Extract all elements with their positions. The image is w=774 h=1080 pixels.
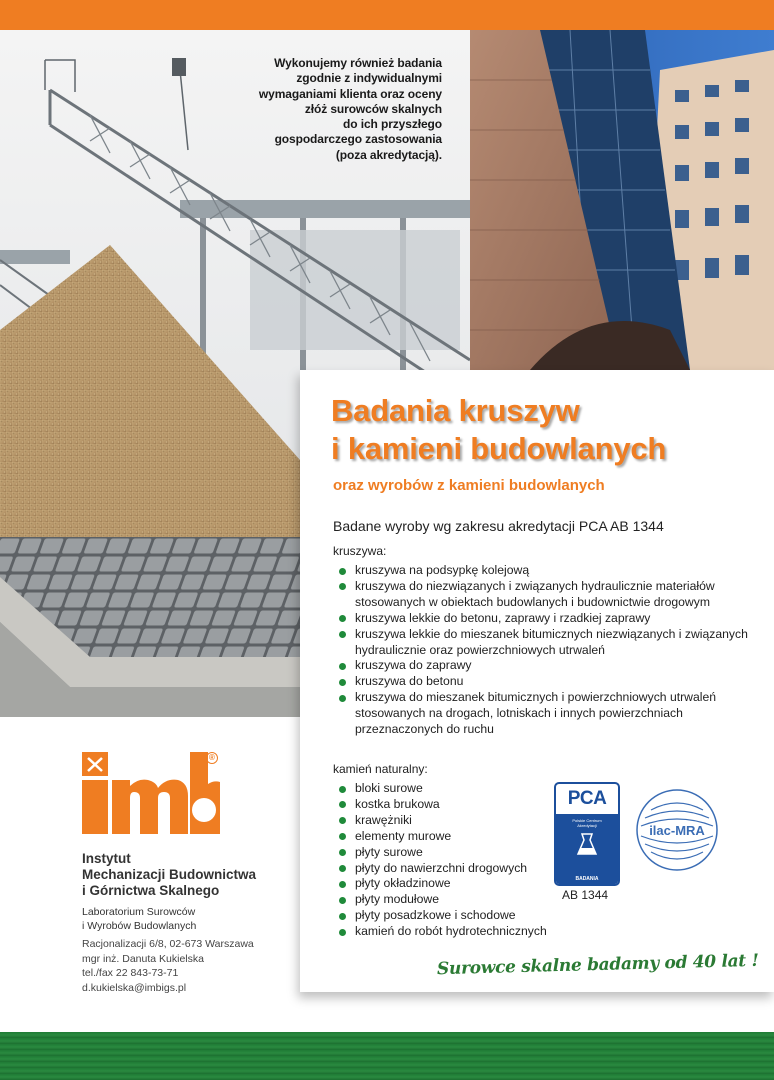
ilac-logo-text: ilac-MRA [649, 823, 705, 838]
pca-logo-band [556, 814, 618, 886]
list-item: kruszywa do niezwiązanych i związanych hydraulicznie materiałów stosowanych w obiektach budowlanych i budownictwie drogowym [335, 579, 755, 611]
list-item: elementy murowe [335, 829, 575, 845]
flask-icon [556, 828, 618, 868]
institute-name [82, 851, 256, 899]
building-photo [470, 30, 774, 370]
title-line: Badania kruszyw [331, 393, 580, 428]
address: Racjonalizacji 6/8, 02-673 Warszawa [82, 938, 254, 950]
pca-accreditation-logo [554, 782, 620, 886]
email-link[interactable]: d.kukielska@imbigs.pl [82, 981, 187, 994]
list-item: kruszywa do zaprawy [335, 658, 755, 674]
phone-fax: tel./fax 22 843-73-71 [82, 967, 179, 979]
lab-name-line: i Wyrobów Budowlanych [82, 919, 197, 932]
caption-line: złóż surowców skalnych [304, 101, 442, 116]
list-item: płyty posadzkowe i schodowe [335, 908, 575, 924]
contact-info [82, 937, 254, 995]
title-line: i kamieni budowlanych [331, 431, 667, 466]
institute-name-line: Instytut [82, 851, 131, 866]
paving-stones-photo [0, 537, 300, 717]
conveyor-caption [240, 56, 442, 163]
registered-mark: ® [206, 752, 218, 764]
caption-line: gospodarczego zastosowania [274, 132, 442, 147]
list-item: kostka brukowa [335, 797, 575, 813]
contact-person: mgr inż. Danuta Kukielska [82, 952, 204, 965]
caption-line: do ich przyszłego [343, 117, 442, 132]
lab-name-line: Laboratorium Surowców [82, 906, 196, 918]
list-item: kruszywa na podsypkę kolejową [335, 563, 755, 579]
category-label-natural-stone: kamień naturalny: [333, 762, 428, 776]
aggregates-list [335, 563, 755, 738]
list-item: kruszywa lekkie do betonu, zaprawy i rzadkiej zaprawy [335, 611, 755, 627]
caption-line: wymaganiami klienta oraz oceny [258, 86, 442, 101]
list-item: płyty surowe [335, 845, 575, 861]
imb-logo [80, 752, 222, 838]
natural-stone-list [335, 781, 575, 940]
bottom-green-bar [0, 1032, 774, 1080]
pca-band-line: Polskie Centrum [572, 818, 602, 823]
pca-accreditation-number: AB 1344 [562, 888, 609, 902]
pca-band-bottom: BADANIA [575, 876, 599, 882]
caption-line: zgodnie z indywidualnymi [296, 71, 442, 86]
institute-name-line: Mechanizacji Budownictwa [82, 867, 257, 882]
list-item: kruszywa lekkie do mieszanek bitumicznych niezwiązanych i związanych hydraulicznie oraz powierzchniowych utrwaleń [335, 627, 755, 659]
pca-band-line: Akredytacji [577, 823, 597, 828]
pca-logo-text: PCA [567, 788, 607, 809]
caption-line: (poza akredytacją). [335, 147, 442, 162]
category-label-aggregates: kruszywa: [333, 544, 387, 558]
caption-line: Wykonujemy również badania [274, 56, 442, 70]
page-title [331, 392, 666, 468]
slogan: Surowce skalne badamy od 40 lat ! [436, 950, 759, 980]
laboratory-name [82, 906, 196, 933]
list-item: płyty okładzinowe [335, 876, 575, 892]
page-subtitle: oraz wyrobów z kamieni budowlanych [333, 477, 605, 494]
list-item: kruszywa do betonu [335, 674, 755, 690]
list-item: kruszywa do mieszanek bitumicznych i powierzchniowych utrwaleń stosowanych na drogach, lotniskach i innych powierzchniach przeznaczonych do ruchu [335, 690, 755, 738]
list-item: krawężniki [335, 813, 575, 829]
list-item: bloki surowe [335, 781, 575, 797]
institute-name-line: i Górnictwa Skalnego [82, 883, 220, 898]
accreditation-heading: Badane wyroby wg zakresu akredytacji PCA AB 1344 [333, 518, 664, 534]
ilac-mra-logo [635, 788, 719, 872]
top-accent-bar [0, 0, 774, 30]
list-item: kamień do robót hydrotechnicznych [335, 924, 575, 940]
list-item: płyty modułowe [335, 892, 575, 908]
list-item: płyty do nawierzchni drogowych [335, 861, 575, 877]
